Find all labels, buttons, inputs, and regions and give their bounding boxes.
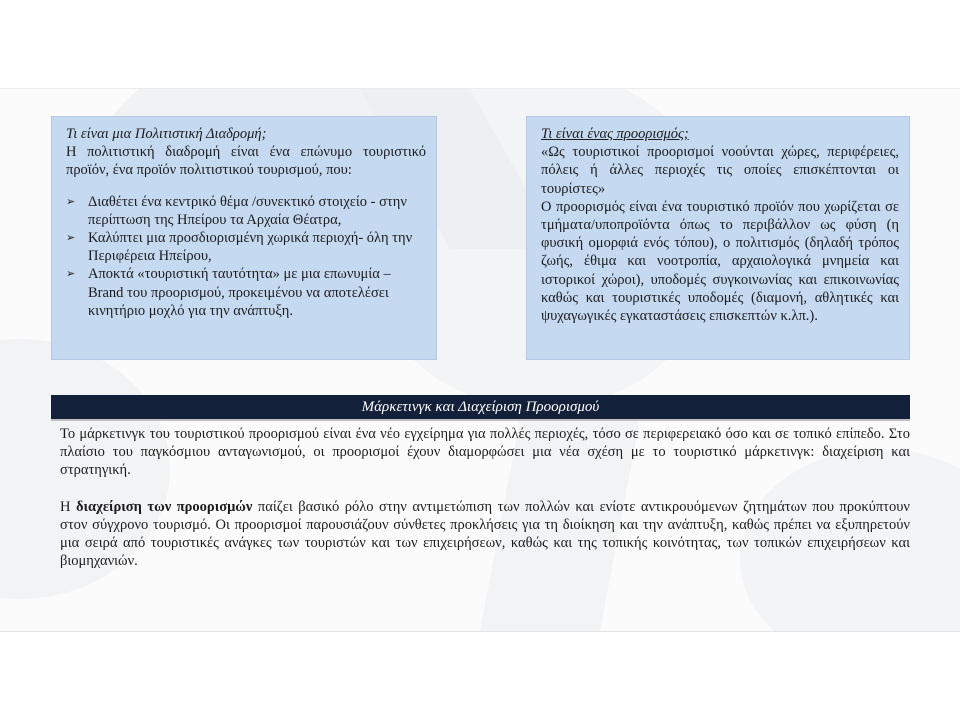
cultural-route-bullet-list xyxy=(66,193,426,320)
management-paragraph-prefix: Η xyxy=(60,498,77,515)
list-item xyxy=(66,265,426,320)
slide xyxy=(0,88,960,632)
arrow-bullet-icon: ➢ xyxy=(66,194,76,208)
bullet-text: Καλύπτει μια προσδιορισμένη χωρικά περιοχή- όλη την Περιφέρεια Ηπείρου, xyxy=(88,230,413,265)
management-emphasis: διαχείριση των προορισμών xyxy=(76,498,253,515)
marketing-body-text xyxy=(60,425,910,588)
cultural-route-box xyxy=(51,116,437,360)
destination-title: Τι είναι ένας προορισμός; xyxy=(541,126,689,142)
arrow-bullet-icon: ➢ xyxy=(66,267,76,281)
destination-quote: «Ως τουριστικοί προορισμοί νοούνται χώρες, περιφέρειες, πόλεις ή άλλες περιοχές τις οποίες επισκέπτονται οι τουρίστες» xyxy=(541,144,899,197)
list-item xyxy=(66,193,426,229)
list-item xyxy=(66,229,426,265)
section-banner xyxy=(51,395,910,421)
cultural-route-title: Τι είναι μια Πολιτιστική Διαδρομή; xyxy=(66,126,267,142)
section-banner-title: Μάρκετινγκ και Διαχείριση Προορισμού xyxy=(361,399,600,415)
cultural-route-intro: Η πολιτιστική διαδρομή είναι ένα επώνυμο τουριστικό προϊόν, ένα προϊόν πολιτιστικού τουρισμού, που: xyxy=(66,144,426,179)
destination-box xyxy=(526,116,910,360)
destination-description: Ο προορισμός είναι ένα τουριστικό προϊόν που χωρίζεται σε τμήματα/υποπροϊόντα όπως το περιβάλλον ως φύση (η φυσική ομορφιά ενός τόπου), ο πολιτισμός (δηλαδή τρόπος ζωής, έθιμα και νοοτροπία, αρχαιολογικά μνημεία και ιστορικοί χώροι), υποδομές συγκοινωνίας και επικοινωνίας καθώς και τουριστικές υποδομές (διαμονή, αθλητικές και ψυχαγωγικές εγκαταστάσεις επισκεπτών κ.λπ.). xyxy=(541,198,899,325)
marketing-paragraph: Το μάρκετινγκ του τουριστικού προορισμού είναι ένα νέο εγχείρημα για πολλές περιοχές, τόσο σε περιφερειακό όσο και σε τοπικό επίπεδο. Στο πλαίσιο του παγκόσμιου ανταγωνισμού, οι προορισμοί έχουν διαμορφώσει μια νέα σχέση με το τουριστικό μάρκετινγκ: διαχείριση και στρατηγική. xyxy=(60,426,910,479)
management-paragraph-rest: παίζει βασικό ρόλο στην αντιμετώπιση των πολλών και ενίοτε αντικρουόμενων ζητημάτων που προκύπτουν στον σύγχρονο τουρισμό. Οι προορισμοί παρουσιάζουν σύνθετες προκλήσεις για τη διοίκηση και την ανάπτυξη, καθώς πρέπει να εξυπηρετούν μια σειρά από τουριστικές ανάγκες των τουριστών και των επιχειρήσεων, καθώς και της τοπικής κοινότητας, των τοπικών επιχειρήσεων και βιομηχανιών. xyxy=(60,498,910,570)
management-paragraph xyxy=(60,498,910,571)
arrow-bullet-icon: ➢ xyxy=(66,231,76,245)
bullet-text: Αποκτά «τουριστική ταυτότητα» με μια επωνυμία – Brand του προορισμού, προκειμένου να αποτελέσει κινητήριο μοχλό για την ανάπτυξη. xyxy=(88,266,391,319)
bullet-text: Διαθέτει ένα κεντρικό θέμα /συνεκτικό στοιχείο - στην περίπτωση της Ηπείρου τα Αρχαία Θέατρα, xyxy=(88,193,407,228)
